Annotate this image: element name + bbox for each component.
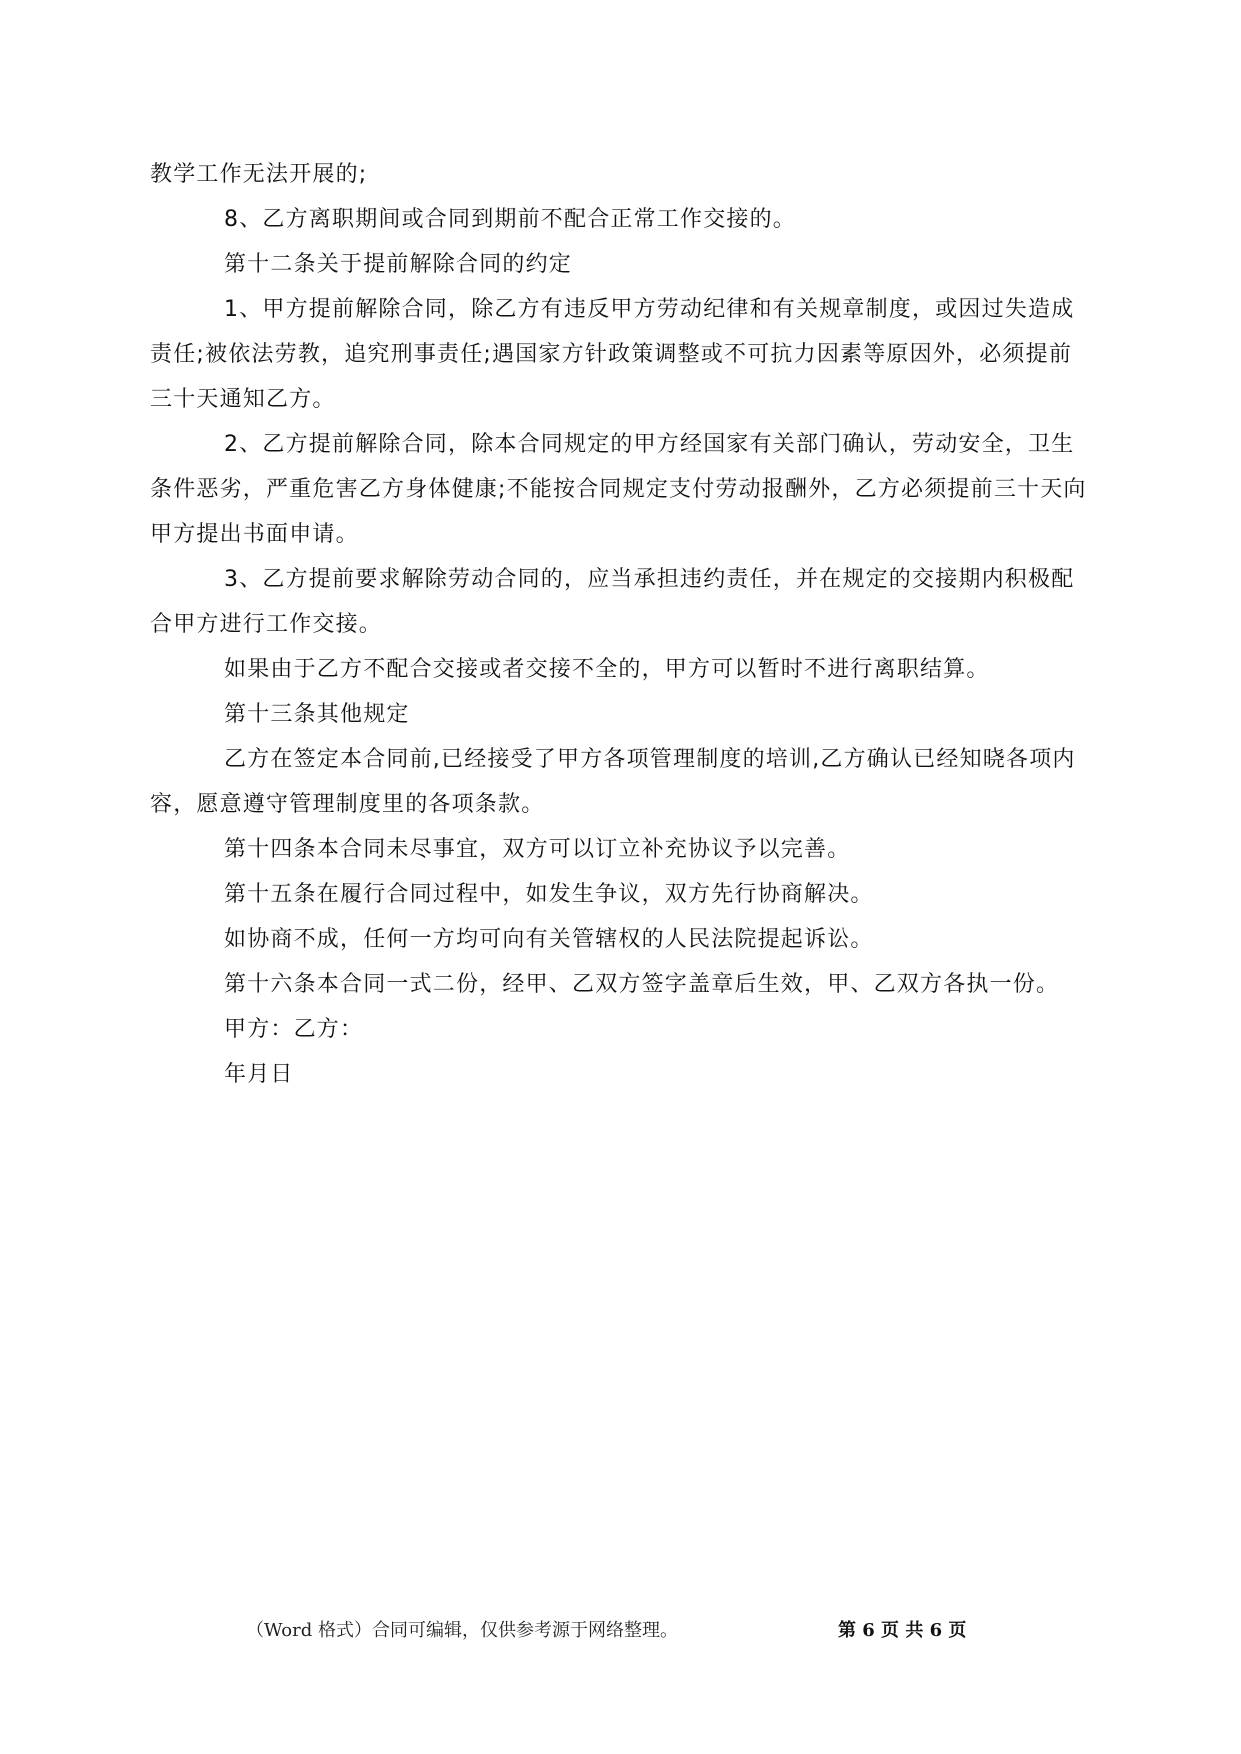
article-12-clause-1: 1、甲方提前解除合同，除乙方有违反甲方劳动纪律和有关规章制度，或因过失造成责任;被依法劳教，追究刑事责任;遇国家方针政策调整或不可抗力因素等原因外，必须提前三十天通知乙方。 <box>150 297 1075 412</box>
article-15-continued: 如协商不成，任何一方均可向有关管辖权的人民法院提起诉讼。 <box>224 927 874 952</box>
article-15: 第十五条在履行合同过程中，如发生争议，双方先行协商解决。 <box>224 882 874 907</box>
footer-note: （Word 格式）合同可编辑，仅供参考源于网络整理。 <box>246 1620 678 1641</box>
article-12-clause-2: 2、乙方提前解除合同，除本合同规定的甲方经国家有关部门确认，劳动安全，卫生条件恶劣，严重危害乙方身体健康;不能按合同规定支付劳动报酬外，乙方必须提前三十天向甲方提出书面申请。 <box>150 432 1087 547</box>
article-13-text: 乙方在签定本合同前,已经接受了甲方各项管理制度的培训,乙方确认已经知晓各项内容，愿意遵守管理制度里的各项条款。 <box>150 747 1076 817</box>
article-12-clause-3: 3、乙方提前要求解除劳动合同的，应当承担违约责任，并在规定的交接期内积极配合甲方进行工作交接。 <box>150 567 1075 637</box>
article-12-heading: 第十二条关于提前解除合同的约定 <box>224 252 573 277</box>
signature-parties: 甲方：乙方： <box>224 1017 364 1042</box>
document-body <box>150 152 1095 1097</box>
paragraph-continuation: 教学工作无法开展的; <box>150 162 368 187</box>
page-number: 第 6 页 共 6 页 <box>838 1620 967 1641</box>
paragraph-item-8: 8、乙方离职期间或合同到期前不配合正常工作交接的。 <box>224 207 796 232</box>
article-14: 第十四条本合同未尽事宜，双方可以订立补充协议予以完善。 <box>224 837 851 862</box>
article-16: 第十六条本合同一式二份，经甲、乙双方签字盖章后生效，甲、乙双方各执一份。 <box>224 972 1060 997</box>
article-12-note: 如果由于乙方不配合交接或者交接不全的，甲方可以暂时不进行离职结算。 <box>224 657 990 682</box>
article-13-heading: 第十三条其他规定 <box>224 702 410 727</box>
signature-date: 年月日 <box>224 1062 294 1087</box>
page-footer <box>0 1616 1241 1646</box>
